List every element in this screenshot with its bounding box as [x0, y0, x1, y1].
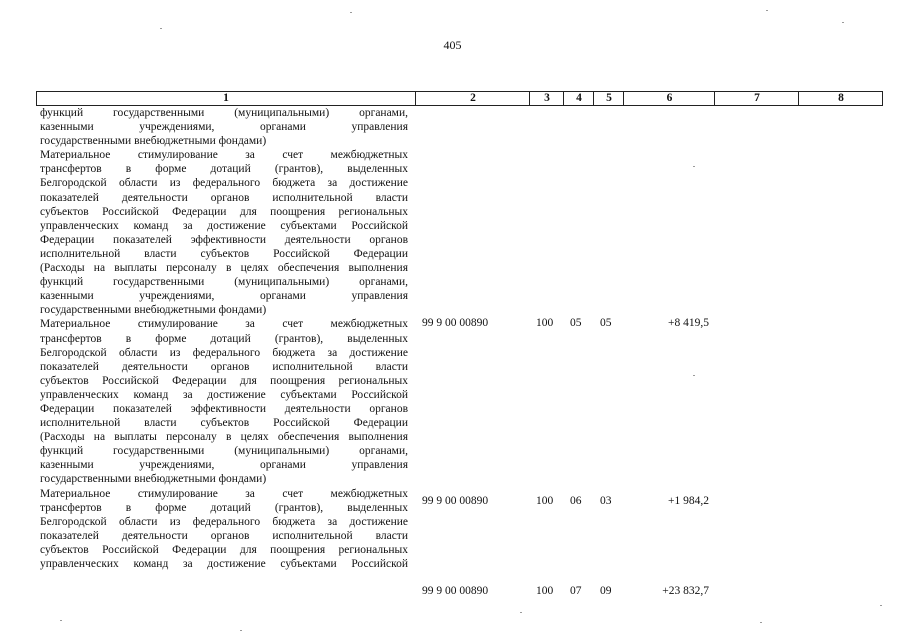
text-line: показателей деятельности органов исполнительной власти — [40, 191, 408, 204]
text-line: субъектов Российской Федерации для поощрения региональных — [40, 374, 408, 387]
amount-change: +23 832,7 — [662, 585, 709, 597]
scan-speck — [842, 22, 844, 23]
header-col-2: 2 — [415, 92, 530, 105]
text-line: трансфертов в форме дотаций (грантов), выделенных — [40, 332, 408, 345]
amount-change: +8 419,5 — [668, 317, 709, 329]
text-line: Белгородской области из федерального бюджета за достижение — [40, 346, 408, 359]
scan-speck — [240, 630, 242, 631]
text-line: государственными внебюджетными фондами) — [40, 473, 267, 486]
text-line: функций государственными (муниципальными) органами, — [40, 276, 408, 289]
table-header — [36, 91, 883, 106]
header-col-4: 4 — [563, 92, 594, 105]
text-line: трансфертов в форме дотаций (грантов), выделенных — [40, 501, 408, 514]
text-line: государственными внебюджетными фондами) — [40, 135, 267, 148]
section-code: 07 — [570, 585, 582, 597]
text-line: функций государственными (муниципальными) органами, — [40, 445, 408, 458]
header-col-5: 5 — [593, 92, 624, 105]
text-line: (Расходы на выплаты персоналу в целях обеспечения выполнения — [40, 431, 408, 444]
scan-speck — [880, 605, 882, 606]
subsection-code: 05 — [600, 317, 612, 329]
section-code: 06 — [570, 495, 582, 507]
header-col-3: 3 — [529, 92, 564, 105]
text-line: показателей деятельности органов исполнительной власти — [40, 360, 408, 373]
text-line: Федерации показателей эффективности деятельности органов — [40, 402, 408, 415]
text-line: казенными учреждениями, органами управления — [40, 290, 408, 303]
scan-speck — [350, 12, 352, 13]
text-line: Материальное стимулирование за счет межбюджетных — [40, 487, 408, 500]
subsection-code: 03 — [600, 495, 612, 507]
text-line: трансфертов в форме дотаций (грантов), выделенных — [40, 163, 408, 176]
expense-type-code: 100 — [536, 495, 554, 507]
header-col-8: 8 — [798, 92, 883, 105]
header-col-7: 7 — [714, 92, 799, 105]
page-number: 405 — [443, 38, 462, 52]
scan-speck — [520, 612, 522, 613]
text-line: исполнительной власти субъектов Российской Федерации — [40, 247, 408, 260]
text-line: Белгородской области из федерального бюджета за достижение — [40, 177, 408, 190]
text-line: показателей деятельности органов исполнительной власти — [40, 529, 408, 542]
text-line: Материальное стимулирование за счет межбюджетных — [40, 149, 408, 162]
text-line: казенными учреждениями, органами управления — [40, 459, 408, 472]
text-line: субъектов Российской Федерации для поощрения региональных — [40, 205, 408, 218]
text-line: (Расходы на выплаты персоналу в целях обеспечения выполнения — [40, 262, 408, 275]
text-line: казенными учреждениями, органами управления — [40, 121, 408, 134]
scan-speck — [60, 620, 62, 621]
text-line: субъектов Российской Федерации для поощрения региональных — [40, 543, 408, 556]
expense-type-code: 100 — [536, 317, 554, 329]
text-line: функций государственными (муниципальными) органами, — [40, 107, 408, 119]
budget-code: 99 9 00 00890 — [422, 585, 489, 597]
scan-speck — [693, 166, 695, 167]
scan-speck — [766, 10, 768, 11]
expense-description-column — [40, 106, 408, 571]
text-line: управленческих команд за достижение субъектами Российской — [40, 219, 408, 232]
budget-code: 99 9 00 00890 — [422, 495, 489, 507]
text-line: исполнительной власти субъектов Российской Федерации — [40, 417, 408, 430]
header-col-6: 6 — [623, 92, 715, 105]
budget-code: 99 9 00 00890 — [422, 317, 489, 329]
subsection-code: 09 — [600, 585, 612, 597]
text-line: управленческих команд за достижение субъектами Российской — [40, 388, 408, 401]
scan-speck — [760, 622, 762, 623]
section-code: 05 — [570, 317, 582, 329]
expense-type-code: 100 — [536, 585, 554, 597]
text-line: Белгородской области из федерального бюджета за достижение — [40, 515, 408, 528]
text-line: управленческих команд за достижение субъектами Российской — [40, 558, 408, 570]
header-col-1: 1 — [223, 92, 229, 104]
scan-speck — [693, 375, 695, 376]
scan-speck — [160, 28, 162, 29]
text-line: государственными внебюджетными фондами) — [40, 304, 267, 317]
amount-change: +1 984,2 — [668, 495, 709, 507]
text-line: Материальное стимулирование за счет межбюджетных — [40, 318, 408, 331]
text-line: Федерации показателей эффективности деятельности органов — [40, 233, 408, 246]
